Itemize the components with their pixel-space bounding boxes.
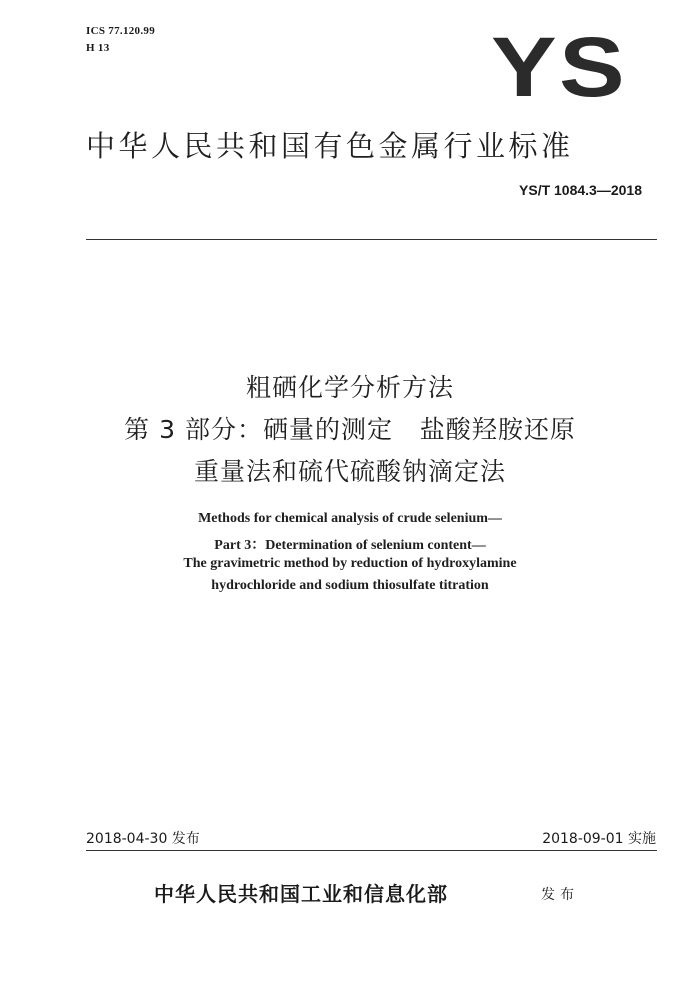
classification-code: H 13 bbox=[86, 42, 110, 54]
ys-logo bbox=[489, 30, 629, 102]
title-en-line3: The gravimetric method by reduction of hydroxylamine bbox=[183, 556, 517, 571]
issue-date: 2018-04-30 发布 bbox=[86, 831, 200, 847]
ys-logo-text: YS bbox=[491, 30, 627, 102]
ics-code: ICS 77.120.99 bbox=[86, 25, 155, 37]
issuing-ministry: 中华人民共和国工业和信息化部 bbox=[154, 882, 448, 906]
title-cn-line2: 第 3 部分：硒量的测定 盐酸羟胺还原 bbox=[124, 415, 576, 444]
top-divider bbox=[86, 239, 657, 240]
standard-number: YS/T 1084.3—2018 bbox=[519, 182, 642, 198]
title-en-line2: Part 3：Determination of selenium content— bbox=[214, 538, 486, 553]
publish-label: 发布 bbox=[541, 887, 579, 903]
organization-title: 中华人民共和国有色金属行业标准 bbox=[86, 129, 574, 163]
title-en-line4: hydrochloride and sodium thiosulfate titration bbox=[211, 578, 489, 593]
title-cn-line3: 重量法和硫代硫酸钠滴定法 bbox=[193, 457, 506, 486]
implementation-date: 2018-09-01 实施 bbox=[542, 831, 656, 847]
title-cn-line1: 粗硒化学分析方法 bbox=[245, 373, 454, 402]
title-en-line1: Methods for chemical analysis of crude selenium— bbox=[198, 511, 502, 526]
bottom-divider bbox=[86, 850, 657, 851]
